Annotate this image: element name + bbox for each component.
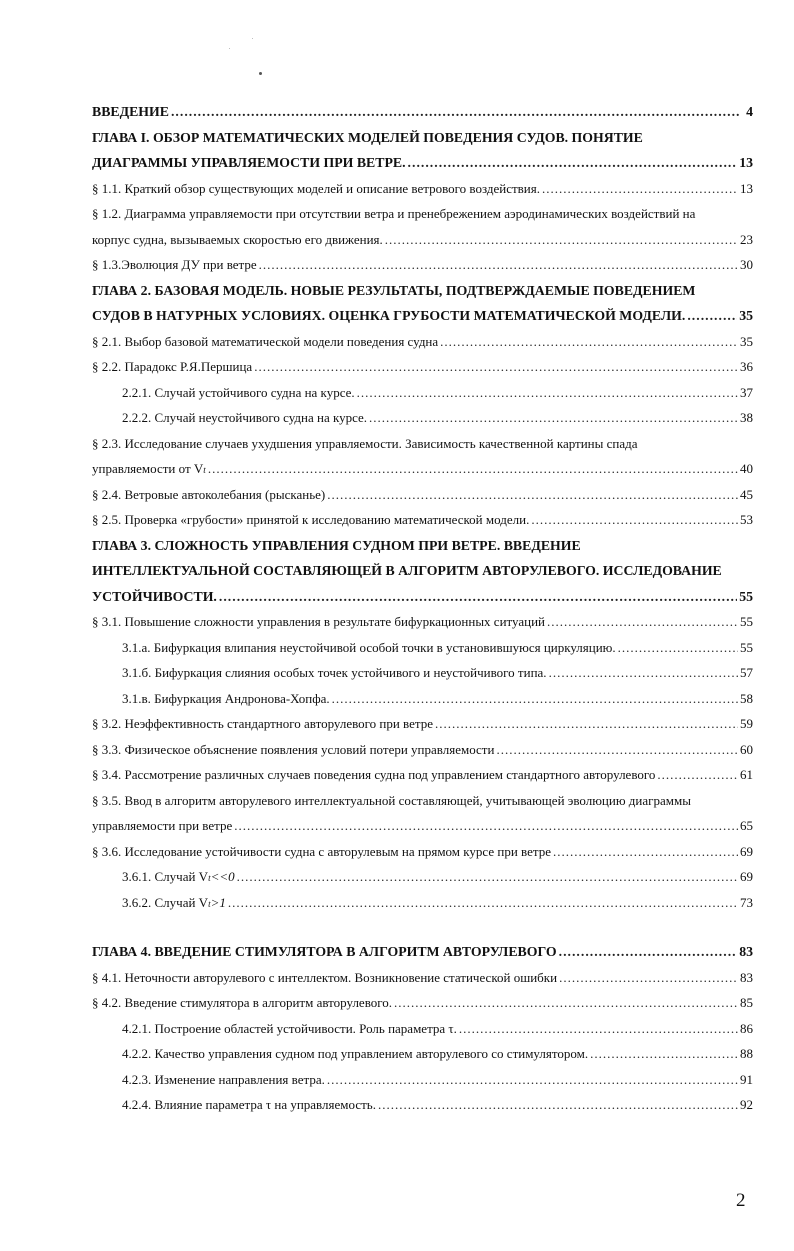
toc-entry-title: 4.2.2. Качество управления судном под управлением авторулевого со стимулятором. bbox=[122, 1046, 589, 1061]
toc-entry-subscript: t bbox=[208, 898, 211, 909]
toc-entry[interactable] bbox=[92, 1072, 753, 1098]
toc-entry-title: § 4.2. Введение стимулятора в алгоритм авторулевого. bbox=[92, 995, 393, 1010]
toc-entry-title: 4.2.1. Построение областей устойчивости. Роль параметра τ. bbox=[122, 1020, 457, 1036]
dot-leader bbox=[237, 869, 738, 885]
toc-entry-page: 38 bbox=[740, 410, 753, 425]
dot-leader bbox=[332, 691, 738, 707]
toc-entry[interactable] bbox=[92, 716, 753, 742]
toc-entry-title: ДИАГРАММЫ УПРАВЛЯЕМОСТИ ПРИ ВЕТРЕ. bbox=[92, 155, 406, 170]
toc-entry-page: 86 bbox=[740, 1020, 753, 1036]
toc-entry-page: 65 bbox=[740, 818, 753, 833]
toc-entry[interactable] bbox=[92, 995, 753, 1021]
dot-leader bbox=[254, 359, 738, 375]
dot-leader bbox=[228, 895, 738, 911]
toc-entry-page: 37 bbox=[740, 384, 753, 400]
toc-entry-title: § 2.5. Проверка «грубости» принятой к исследованию математической модели. bbox=[92, 512, 530, 527]
toc-entry[interactable] bbox=[92, 767, 753, 793]
toc-entry-title: управляемости при ветре bbox=[92, 818, 233, 833]
toc-entry-title: § 2.4. Ветровые автоколебания (рысканье) bbox=[92, 486, 326, 502]
toc-entry-title: 2.2.1. Случай устойчивого судна на курсе. bbox=[122, 384, 355, 400]
toc-entry[interactable] bbox=[92, 944, 753, 970]
toc-entry[interactable] bbox=[92, 1097, 753, 1123]
toc-entry-title: ГЛАВА 3. СЛОЖНОСТЬ УПРАВЛЕНИЯ СУДНОМ ПРИ ВЕТРЕ. ВВЕДЕНИЕ bbox=[92, 537, 581, 553]
dot-leader bbox=[657, 767, 738, 783]
toc-entry-page: 85 bbox=[740, 995, 753, 1010]
dot-leader bbox=[547, 614, 738, 630]
table-of-contents bbox=[92, 104, 753, 1123]
dot-leader bbox=[618, 640, 738, 656]
dot-leader bbox=[357, 385, 738, 401]
toc-entry-page: 13 bbox=[740, 180, 753, 196]
toc-entry-title: § 3.6. Исследование устойчивости судна с авторулевым на прямом курсе при ветре bbox=[92, 843, 551, 859]
dot-leader bbox=[234, 818, 738, 834]
toc-entry[interactable] bbox=[92, 512, 753, 538]
toc-entry[interactable] bbox=[92, 130, 753, 156]
toc-entry-title: ИНТЕЛЛЕКТУАЛЬНОЙ СОСТАВЛЯЮЩЕЙ В АЛГОРИТМ АВТОРУЛЕВОГО. ИССЛЕДОВАНИЕ bbox=[92, 563, 722, 578]
dot-leader bbox=[327, 487, 738, 503]
dot-leader bbox=[496, 742, 738, 758]
dot-leader bbox=[327, 1072, 738, 1088]
toc-entry-page: 91 bbox=[740, 1071, 753, 1087]
toc-entry[interactable] bbox=[92, 793, 753, 819]
dot-leader bbox=[378, 1097, 738, 1113]
toc-entry-title: ГЛАВА 2. БАЗОВАЯ МОДЕЛЬ. НОВЫЕ РЕЗУЛЬТАТЫ, ПОДТВЕРЖДАЕМЫЕ ПОВЕДЕНИЕМ bbox=[92, 282, 696, 298]
toc-entry[interactable] bbox=[92, 844, 753, 870]
dot-leader bbox=[208, 461, 738, 477]
toc-entry[interactable] bbox=[92, 538, 753, 564]
dot-leader bbox=[408, 155, 738, 171]
toc-entry-page: 23 bbox=[740, 231, 753, 247]
toc-entry-title: СУДОВ В НАТУРНЫХ УСЛОВИЯХ. ОЦЕНКА ГРУБОСТИ МАТЕМАТИЧЕСКОЙ МОДЕЛИ. bbox=[92, 308, 686, 323]
dot-leader bbox=[549, 665, 738, 681]
toc-entry[interactable] bbox=[92, 691, 753, 717]
dot-leader bbox=[687, 308, 737, 324]
toc-entry-page: 73 bbox=[740, 894, 753, 910]
dot-leader bbox=[219, 589, 737, 605]
toc-entry-page: 45 bbox=[740, 486, 753, 502]
dot-leader bbox=[394, 995, 738, 1011]
toc-entry-page: 4 bbox=[746, 104, 753, 119]
toc-entry-title: § 1.2. Диаграмма управляемости при отсутствии ветра и пренебрежением аэродинамических воздействий на bbox=[92, 206, 696, 221]
toc-entry-title: 3.1.в. Бифуркация Андронова-Хопфа. bbox=[122, 690, 330, 706]
toc-entry-title: § 2.2. Парадокс Р.Я.Першица bbox=[92, 359, 253, 374]
toc-entry[interactable] bbox=[92, 385, 753, 411]
dot-leader bbox=[559, 944, 738, 960]
toc-entry-title: 4.2.3. Изменение направления ветра. bbox=[122, 1071, 325, 1087]
toc-entry[interactable] bbox=[92, 334, 753, 360]
toc-entry-title: § 3.2. Неэффективность стандартного авторулевого при ветре bbox=[92, 716, 434, 731]
dot-leader bbox=[369, 410, 738, 426]
toc-entry-page: 92 bbox=[740, 1097, 753, 1112]
toc-entry-page: 40 bbox=[740, 461, 753, 476]
toc-entry-subscript: t bbox=[208, 873, 211, 883]
dot-leader bbox=[259, 257, 738, 273]
dot-leader bbox=[553, 844, 738, 860]
toc-entry-page: 53 bbox=[740, 512, 753, 527]
page-number: 2 bbox=[736, 1190, 746, 1211]
toc-entry[interactable] bbox=[92, 104, 753, 130]
toc-entry[interactable] bbox=[92, 818, 753, 844]
toc-entry-title: 3.6.1. Случай V bbox=[122, 869, 209, 884]
toc-entry-page: 69 bbox=[740, 843, 753, 859]
dot-leader bbox=[531, 512, 738, 528]
toc-entry-title: управляемости от V bbox=[92, 461, 204, 476]
toc-entry[interactable] bbox=[92, 1021, 753, 1047]
toc-entry-page: 88 bbox=[740, 1046, 753, 1061]
toc-entry-title: § 3.4. Рассмотрение различных случаев поведения судна под управлением стандартного авторулевого bbox=[92, 767, 656, 782]
toc-entry[interactable] bbox=[92, 895, 753, 921]
toc-entry[interactable] bbox=[92, 155, 753, 181]
toc-entry-title: ГЛАВА I. ОБЗОР МАТЕМАТИЧЕСКИХ МОДЕЛЕЙ ПОВЕДЕНИЯ СУДОВ. ПОНЯТИЕ bbox=[92, 129, 643, 145]
toc-entry-page: 59 bbox=[740, 716, 753, 731]
toc-entry-page: 69 bbox=[740, 869, 753, 884]
dot-leader bbox=[542, 181, 738, 197]
toc-entry-title: § 2.1. Выбор базовой математической модели поведения судна bbox=[92, 333, 439, 349]
toc-entry[interactable] bbox=[92, 614, 753, 640]
scan-speck bbox=[252, 38, 253, 39]
toc-entry-title: § 3.1. Повышение сложности управления в результате бифуркационных ситуаций bbox=[92, 614, 546, 629]
toc-entry-title: 3.6.2. Случай V bbox=[122, 894, 209, 910]
dot-leader bbox=[459, 1021, 738, 1037]
toc-entry-title: § 3.3. Физическое объяснение появления условий потери управляемости bbox=[92, 741, 495, 757]
toc-entry[interactable] bbox=[92, 436, 753, 462]
toc-entry[interactable] bbox=[92, 206, 753, 232]
toc-entry-title: 2.2.2. Случай неустойчивого судна на курсе. bbox=[122, 410, 368, 425]
toc-entry[interactable] bbox=[92, 742, 753, 768]
toc-entry-title: УСТОЙЧИВОСТИ. bbox=[92, 588, 217, 604]
toc-entry[interactable] bbox=[92, 359, 753, 385]
scan-speck bbox=[259, 72, 262, 75]
toc-entry[interactable] bbox=[92, 181, 753, 207]
dot-leader bbox=[171, 104, 741, 120]
toc-entry-title: § 4.1. Неточности авторулевого с интеллектом. Возникновение статической ошибки bbox=[92, 969, 558, 985]
toc-entry-page: 35 bbox=[740, 333, 753, 349]
toc-entry[interactable] bbox=[92, 308, 753, 334]
dot-leader bbox=[385, 232, 738, 248]
toc-entry-title: 3.1.б. Бифуркация слияния особых точек устойчивого и неустойчивого типа. bbox=[122, 665, 547, 680]
toc-entry-page: 61 bbox=[740, 767, 753, 782]
toc-entry-page: 58 bbox=[740, 690, 753, 706]
toc-entry-title: 3.1.а. Бифуркация влипания неустойчивой особой точки в установившуюся циркуляцию. bbox=[122, 639, 616, 655]
dot-leader bbox=[559, 970, 738, 986]
toc-entry[interactable] bbox=[92, 257, 753, 283]
toc-entry-page: 83 bbox=[740, 969, 753, 985]
toc-entry-page: 55 bbox=[739, 588, 753, 604]
toc-entry-title: корпус судна, вызываемых скоростью его движения. bbox=[92, 231, 383, 247]
toc-entry[interactable] bbox=[92, 563, 753, 589]
toc-entry[interactable] bbox=[92, 665, 753, 691]
toc-entry-condition: <<0 bbox=[210, 869, 235, 884]
toc-entry[interactable] bbox=[92, 589, 753, 615]
toc-entry-subscript: t bbox=[203, 465, 206, 475]
toc-entry-page: 35 bbox=[739, 308, 753, 323]
toc-entry-page: 57 bbox=[740, 665, 753, 680]
toc-entry[interactable] bbox=[92, 869, 753, 895]
toc-entry[interactable] bbox=[92, 487, 753, 513]
toc-entry[interactable] bbox=[92, 640, 753, 666]
scan-speck bbox=[229, 48, 230, 49]
toc-entry-page: 36 bbox=[740, 359, 753, 374]
toc-entry-title: § 3.5. Ввод в алгоритм авторулевого интеллектуальной составляющей, учитывающей эволюцию диаграммы bbox=[92, 792, 691, 808]
toc-entry[interactable] bbox=[92, 283, 753, 309]
toc-entry-title: ВВЕДЕНИЕ bbox=[92, 104, 169, 119]
toc-entry[interactable] bbox=[92, 461, 753, 487]
toc-entry-page: 13 bbox=[739, 155, 753, 170]
toc-entry[interactable] bbox=[92, 970, 753, 996]
dot-leader bbox=[590, 1046, 738, 1062]
toc-entry-title: ГЛАВА 4. ВВЕДЕНИЕ СТИМУЛЯТОРА В АЛГОРИТМ АВТОРУЛЕВОГО bbox=[92, 944, 557, 959]
toc-entry-condition: >1 bbox=[210, 894, 226, 910]
toc-entry[interactable] bbox=[92, 232, 753, 258]
toc-entry-page: 55 bbox=[740, 639, 753, 655]
toc-entry[interactable] bbox=[92, 410, 753, 436]
toc-entry-page: 30 bbox=[740, 257, 753, 272]
dot-leader bbox=[435, 716, 738, 732]
toc-entry-title: § 1.3.Эволюция ДУ при ветре bbox=[92, 257, 257, 272]
dot-leader bbox=[440, 334, 738, 350]
toc-entry-title: § 1.1. Краткий обзор существующих моделей и описание ветрового воздействия. bbox=[92, 180, 540, 196]
toc-entry-page: 60 bbox=[740, 741, 753, 757]
toc-entry-title: § 2.3. Исследование случаев ухудшения управляемости. Зависимость качественной картины спада bbox=[92, 435, 638, 451]
toc-entry-page: 83 bbox=[739, 944, 753, 959]
toc-entry[interactable] bbox=[92, 1046, 753, 1072]
toc-entry-title: 4.2.4. Влияние параметра τ на управляемость. bbox=[122, 1097, 376, 1112]
toc-entry-page: 55 bbox=[740, 614, 753, 629]
